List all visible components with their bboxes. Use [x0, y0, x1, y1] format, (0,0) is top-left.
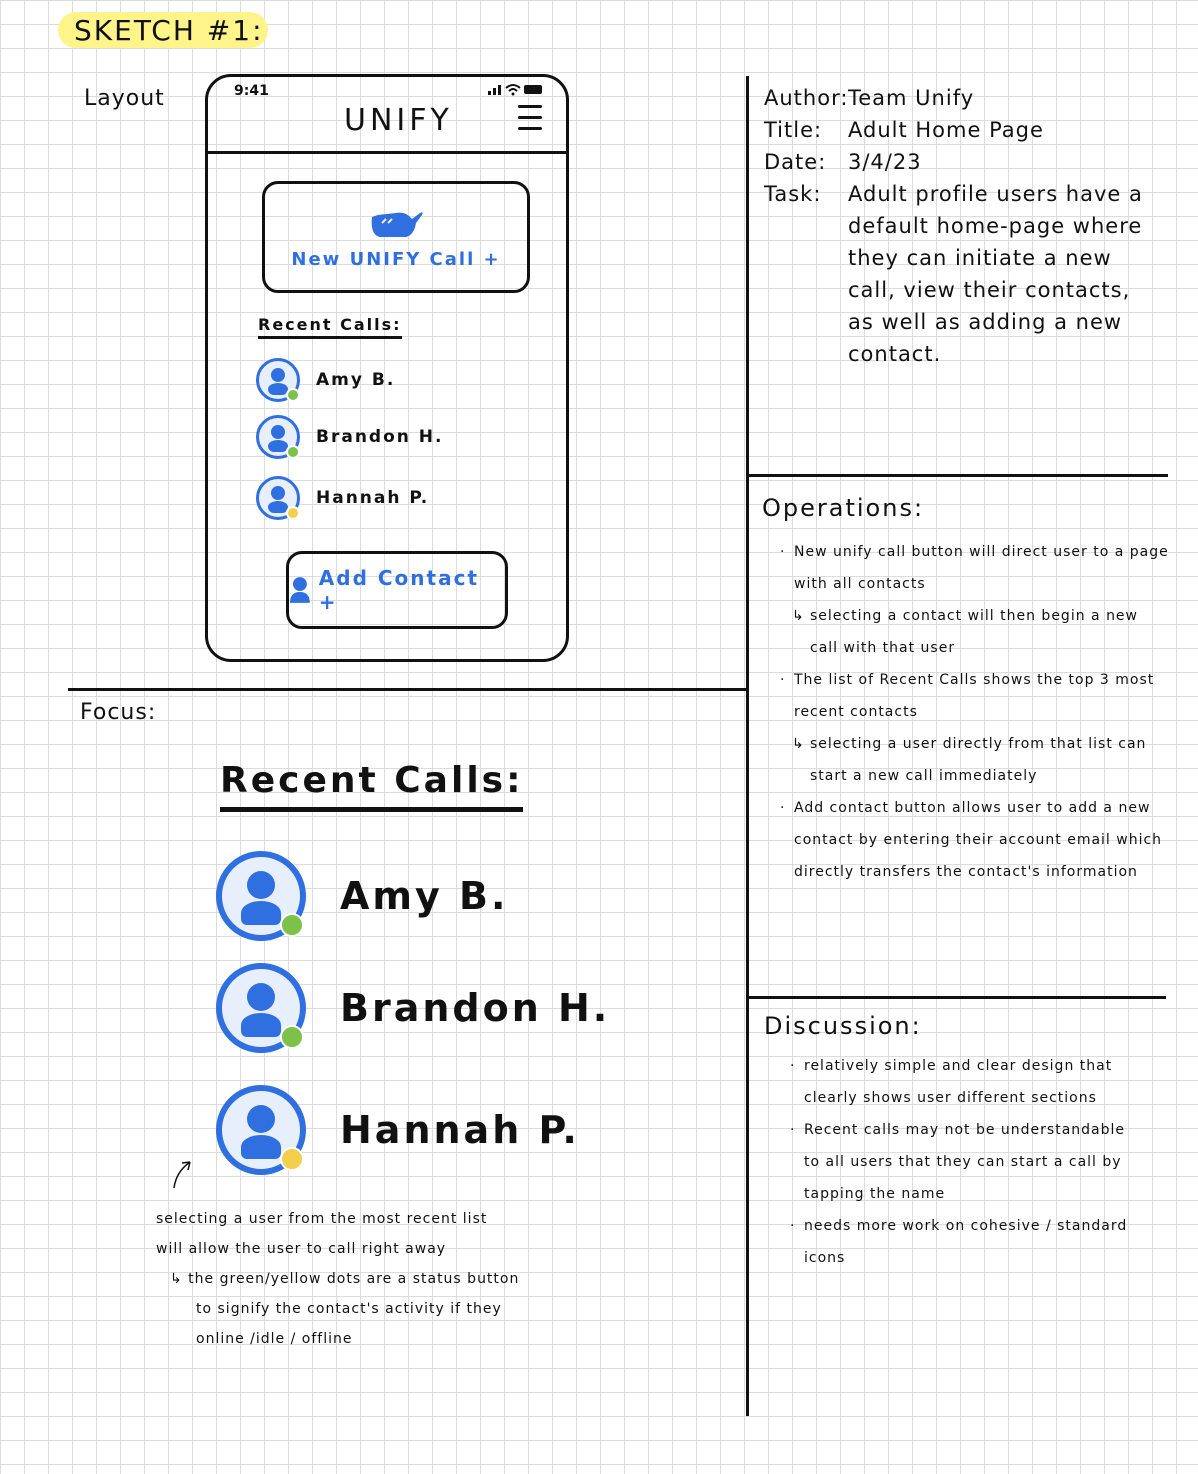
avatar: [256, 415, 300, 459]
status-dot: [286, 445, 300, 459]
recent-contact-2[interactable]: [256, 414, 443, 460]
focus-note-line: to signify the contact's activity if they: [196, 1301, 502, 1317]
add-contact-button[interactable]: [286, 551, 508, 629]
contact-name: Amy B.: [316, 370, 396, 390]
focus-notes: [156, 1204, 596, 1354]
operations-item: · Add contact button allows user to add a new contact by entering their account email which directly transfers the contact's information: [780, 792, 1170, 888]
phone-handset-icon: [366, 205, 426, 241]
focus-contact-2[interactable]: [216, 962, 610, 1054]
add-contact-label: Add Contact +: [318, 566, 479, 614]
avatar: [216, 963, 306, 1053]
focus-note-line: selecting a user from the most recent list: [156, 1211, 488, 1227]
operations-list: [780, 536, 1170, 888]
contact-name: Brandon H.: [316, 427, 444, 447]
focus-contact-1[interactable]: [216, 850, 508, 942]
status-dot: [286, 506, 300, 520]
focus-note-line: online /idle / offline: [196, 1331, 353, 1347]
meta-operations-divider: [748, 474, 1168, 477]
person-icon: [289, 576, 311, 604]
recent-contact-1[interactable]: [256, 357, 395, 403]
operations-item: · New unify call button will direct user to a page with all contacts: [780, 536, 1170, 600]
author-value: Team Unify: [848, 86, 975, 110]
status-dot: [280, 913, 304, 937]
focus-recent-calls-heading: Recent Calls:: [220, 760, 523, 812]
operations-discussion-divider: [748, 996, 1166, 999]
avatar: [256, 358, 300, 402]
contact-name: Hannah P.: [340, 1108, 580, 1152]
date-key: Date:: [764, 150, 827, 174]
status-dot: [280, 1025, 304, 1049]
arrow-icon: [170, 1160, 194, 1190]
contact-name: Hannah P.: [316, 488, 430, 508]
discussion-item: · relatively simple and clear design that clearly shows user different sections: [790, 1050, 1140, 1114]
recent-contact-3[interactable]: [256, 475, 429, 521]
discussion-title: Discussion:: [764, 1012, 922, 1040]
status-time: 9:41: [234, 83, 269, 99]
discussion-list: [790, 1050, 1140, 1274]
hamburger-menu-icon[interactable]: [518, 105, 542, 138]
layout-label: Layout: [84, 86, 165, 111]
app-brand: UNIFY: [344, 103, 453, 138]
task-key: Task:: [764, 182, 822, 206]
status-icons: [486, 81, 544, 101]
avatar: [216, 851, 306, 941]
new-call-button[interactable]: [262, 181, 530, 293]
phone-mockup: [205, 74, 569, 662]
title-key: Title:: [764, 118, 823, 142]
status-dot: [286, 388, 300, 402]
focus-note-line: ↳ the green/yellow dots are a status button: [170, 1271, 520, 1287]
date-value: 3/4/23: [848, 150, 922, 174]
new-call-label: New UNIFY Call +: [291, 248, 501, 270]
sketch-title: SKETCH #1:: [74, 14, 264, 47]
vertical-divider: [746, 76, 749, 1416]
avatar: [216, 1085, 306, 1175]
contact-name: Brandon H.: [340, 986, 611, 1030]
focus-label: Focus:: [80, 700, 157, 725]
operations-item: ↳ selecting a contact will then begin a new call with that user: [780, 600, 1170, 664]
author-key: Author:: [764, 86, 849, 110]
focus-contact-3[interactable]: [216, 1084, 580, 1176]
recent-calls-heading: Recent Calls:: [258, 315, 402, 339]
title-value: Adult Home Page: [848, 118, 1044, 142]
operations-title: Operations:: [762, 494, 925, 522]
avatar: [256, 476, 300, 520]
discussion-item: · needs more work on cohesive / standard icons: [790, 1210, 1140, 1274]
focus-note-line: will allow the user to call right away: [156, 1241, 447, 1257]
operations-item: · The list of Recent Calls shows the top 3 most recent contacts: [780, 664, 1170, 728]
task-value: Adult profile users have a default home-page where they can initiate a new call, view their contacts, as well as adding a new contact.: [848, 182, 1143, 366]
operations-item: ↳ selecting a user directly from that list can start a new call immediately: [780, 728, 1170, 792]
meta-block: [764, 82, 1164, 370]
status-dot: [280, 1147, 304, 1171]
discussion-item: · Recent calls may not be understandable to all users that they can start a call by tapping the name: [790, 1114, 1140, 1210]
layout-focus-divider: [68, 688, 748, 691]
header-divider: [208, 151, 566, 154]
contact-name: Amy B.: [340, 874, 509, 918]
